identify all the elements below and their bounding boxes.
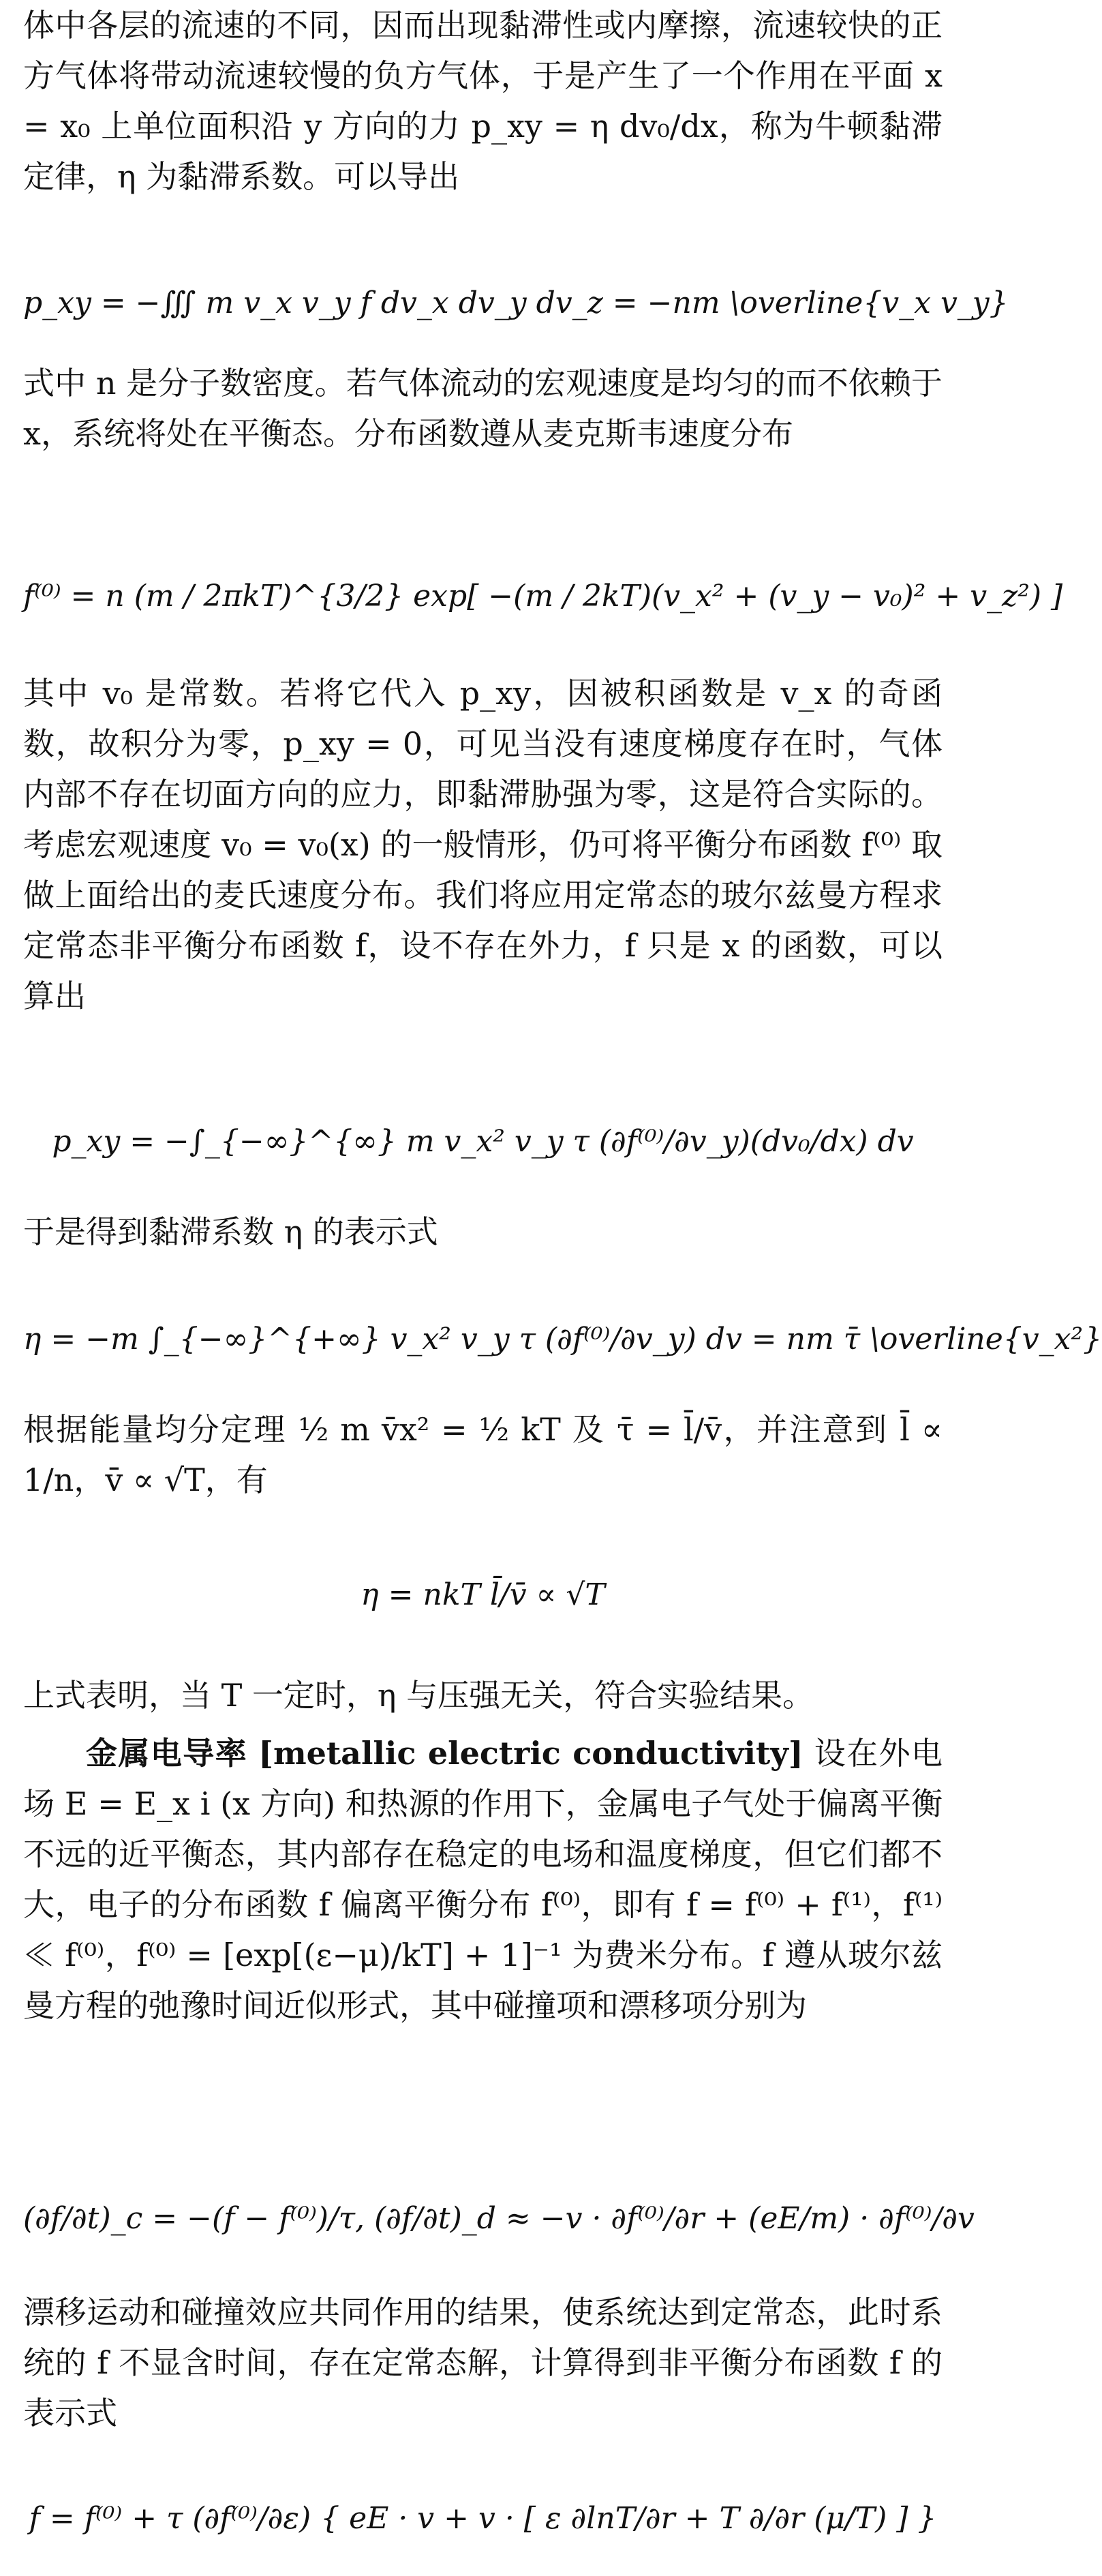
equation-3: p_xy = −∫_{−∞}^{∞} m v_x² v_y τ (∂f⁽⁰⁾/∂v_y)(dv₀/dx) dv (52, 1124, 914, 1159)
equation-5: η = nkT l̄/v̄ ∝ √T (361, 1577, 605, 1612)
paragraph-text: 于是得到黏滞系数 η 的表示式 (23, 1213, 438, 1250)
paragraph-text: 根据能量均分定理 ½ m v̄x² = ½ kT 及 τ̄ = l̄/v̄，并注意到 l̄ ∝ 1/n，v̄ ∝ √T，有 (23, 1411, 943, 1498)
term-heading-en: [metallic electric conductivity] (258, 1735, 803, 1772)
paragraph-3 (23, 668, 943, 1021)
paragraph-text: 其中 v₀ 是常数。若将它代入 p_xy，因被积函数是 v_x 的奇函数，故积分为零，p_xy = 0，可见当没有速度梯度存在时，气体内部不存在切面方向的应力，即黏滞胁强为零，这是符合实际的。考虑宏观速度 v₀ = v₀(x) 的一般情形，仍可将平衡分布函数 f⁽⁰⁾ 取做上面给出的麦氏速度分布。我们将应用定常态的玻尔兹曼方程求定常态非平衡分布函数 f，设不存在外力，f 只是 x 的函数，可以算出 (23, 675, 943, 1014)
paragraph-text: 体中各层的流速的不同，因而出现黏滞性或内摩擦，流速较快的正方气体将带动流速较慢的负方气体，于是产生了一个作用在平面 x = x₀ 上单位面积沿 y 方向的力 p_xy = η dv₀/dx，称为牛顿黏滞定律，η 为黏滞系数。可以导出 (23, 7, 943, 195)
paragraph-8 (23, 2287, 943, 2438)
equation-6: (∂f/∂t)_c = −(f − f⁽⁰⁾)/τ, (∂f/∂t)_d ≈ −v · ∂f⁽⁰⁾/∂r + (eE/m) · ∂f⁽⁰⁾/∂v (23, 2201, 975, 2236)
equation-7: f = f⁽⁰⁾ + τ (∂f⁽⁰⁾/∂ε) { eE · v + v · [ ε ∂lnT/∂r + T ∂/∂r (μ/T) ] } (29, 2501, 937, 2536)
paragraph-6 (23, 1670, 943, 1721)
paragraph-4 (23, 1207, 943, 1257)
equation-4: η = −m ∫_{−∞}^{+∞} v_x² v_y τ (∂f⁽⁰⁾/∂v_y) dv = nm τ̄ \overline{v_x²} (23, 1322, 1102, 1357)
term-heading: 金属电导率 (86, 1735, 248, 1772)
paragraph-text: 上式表明，当 T 一定时，η 与压强无关，符合实验结果。 (23, 1677, 814, 1714)
paragraph-text: 漂移运动和碰撞效应共同作用的结果，使系统达到定常态，此时系统的 f 不显含时间，存在定常态解，计算得到非平衡分布函数 f 的表示式 (23, 2294, 943, 2431)
paragraph-1 (23, 0, 943, 202)
paragraph-5 (23, 1404, 943, 1505)
equation-2: f⁽⁰⁾ = n (m / 2πkT)^{3/2} exp[ −(m / 2kT)(v_x² + (v_y − v₀)² + v_z²) ] (23, 579, 1063, 613)
paragraph-2 (23, 358, 943, 459)
paragraph-7 (23, 1728, 943, 2031)
equation-1: p_xy = −∭ m v_x v_y f dv_x dv_y dv_z = −nm \overline{v_x v_y} (23, 286, 1009, 320)
paragraph-text: 设在外电场 E = E_x i (x 方向) 和热源的作用下，金属电子气处于偏离平衡不远的近平衡态，其内部存在稳定的电场和温度梯度，但它们都不大，电子的分布函数 f 偏离平衡分布 f⁽⁰⁾，即有 f = f⁽⁰⁾ + f⁽¹⁾，f⁽¹⁾ ≪ f⁽⁰⁾，f⁽⁰⁾ = [exp[(ε−μ)/kT] + 1]⁻¹ 为费米分布。f 遵从玻尔兹曼方程的弛豫时间近似形式，其中碰撞项和漂移项分别为 (23, 1735, 943, 2024)
paragraph-text: 式中 n 是分子数密度。若气体流动的宏观速度是均匀的而不依赖于 x，系统将处在平衡态。分布函数遵从麦克斯韦速度分布 (23, 365, 943, 452)
